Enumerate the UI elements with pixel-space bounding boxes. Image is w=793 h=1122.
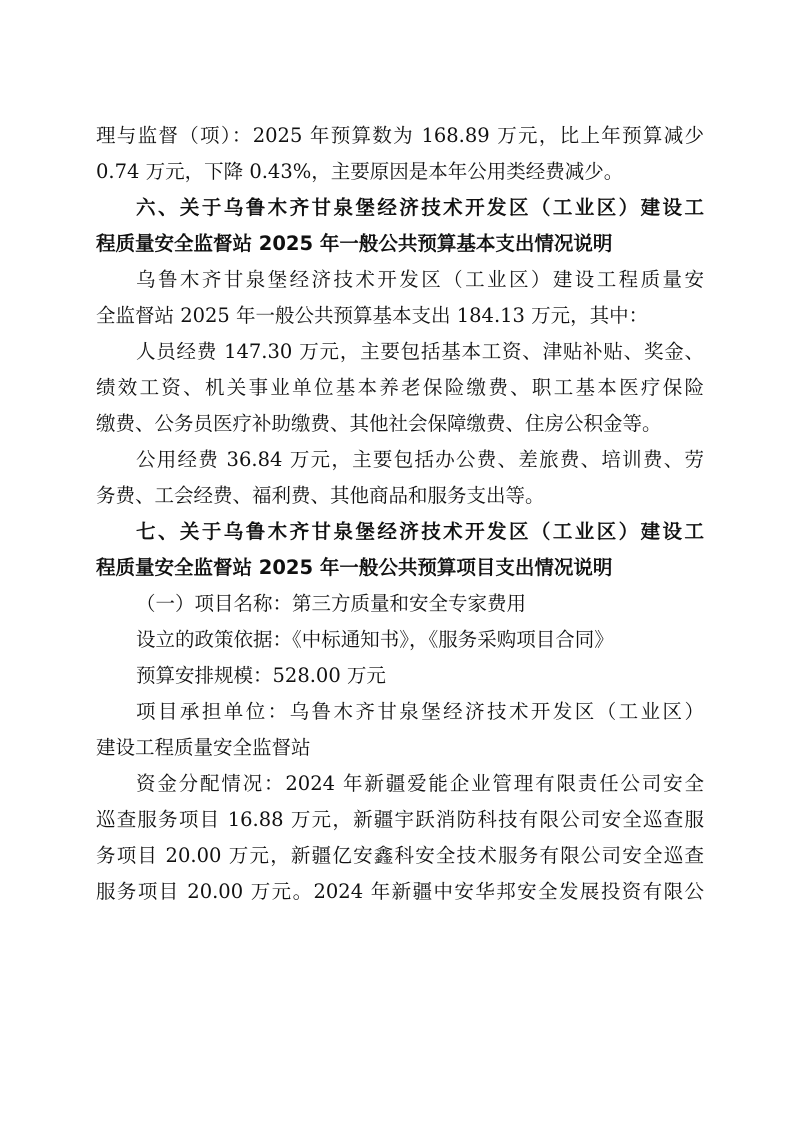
fund-allocation: 巡查服务项目 16.88 万元，新疆宇跃消防科技有限公司安全巡查服 (96, 808, 704, 831)
paragraph-line: 缴费、公务员医疗补助缴费、其他社会保障缴费、住房公积金等。 (96, 412, 662, 435)
responsible-unit: 建设工程质量安全监督站 (96, 736, 311, 759)
section-heading-six: 程质量安全监督站 2025 年一般公共预算基本支出情况说明 (96, 232, 613, 255)
paragraph-line: 理与监督（项）：2025 年预算数为 168.89 万元，比上年预算减少 (96, 124, 704, 147)
section-heading-six: 六、关于乌鲁木齐甘泉堡经济技术开发区（工业区）建设工 (136, 196, 704, 219)
paragraph-line: 务费、工会经费、福利费、其他商品和服务支出等。 (96, 484, 545, 507)
fund-allocation: 资金分配情况：2024 年新疆爱能企业管理有限责任公司安全 (136, 772, 704, 795)
paragraph-line: 乌鲁木齐甘泉堡经济技术开发区（工业区）建设工程质量安 (136, 268, 704, 291)
fund-allocation: 务项目 20.00 万元，新疆亿安鑫科安全技术服务有限公司安全巡查 (96, 844, 704, 867)
document-page (96, 118, 704, 910)
paragraph-line: 绩效工资、机关事业单位基本养老保险缴费、职工基本医疗保险 (96, 376, 704, 399)
fund-allocation: 服务项目 20.00 万元。2024 年新疆中安华邦安全发展投资有限公 (96, 880, 704, 903)
paragraph-line: 公用经费 36.84 万元，主要包括办公费、差旅费、培训费、劳 (136, 448, 704, 471)
budget-scale: 预算安排规模：528.00 万元 (136, 664, 386, 687)
project-name: （一）项目名称：第三方质量和安全专家费用 (136, 592, 527, 615)
section-heading-seven: 程质量安全监督站 2025 年一般公共预算项目支出情况说明 (96, 556, 613, 579)
paragraph-line: 人员经费 147.30 万元，主要包括基本工资、津贴补贴、奖金、 (136, 340, 704, 363)
responsible-unit: 项目承担单位：乌鲁木齐甘泉堡经济技术开发区（工业区） (136, 700, 704, 723)
policy-basis: 设立的政策依据：《中标通知书》，《服务采购项目合同》 (136, 628, 614, 651)
paragraph-line: 0.74 万元，下降 0.43%，主要原因是本年公用类经费减少。 (96, 160, 624, 183)
paragraph-line: 全监督站 2025 年一般公共预算基本支出 184.13 万元，其中： (96, 304, 649, 327)
section-heading-seven: 七、关于乌鲁木齐甘泉堡经济技术开发区（工业区）建设工 (136, 520, 704, 543)
